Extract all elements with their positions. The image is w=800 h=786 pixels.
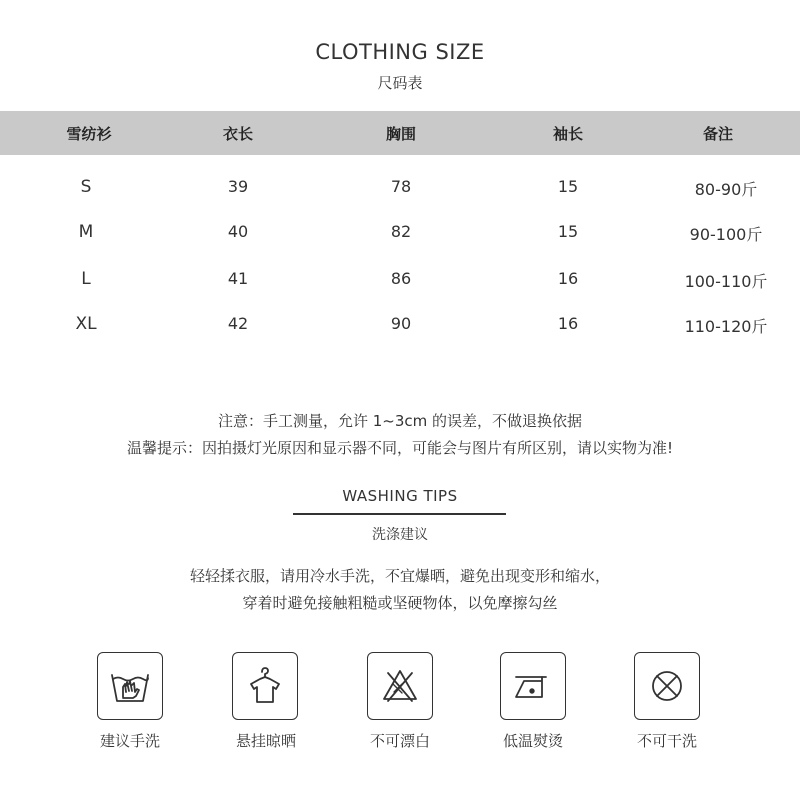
low-iron-label: 低温熨烫 xyxy=(502,732,563,750)
hand-wash-icon xyxy=(97,652,163,720)
washing-tips-title: WASHING TIPS xyxy=(342,487,458,505)
no-bleach-icon xyxy=(367,652,433,720)
sleeve-cell: 15 xyxy=(557,222,579,241)
low-iron-icon xyxy=(500,652,566,720)
column-header-length: 衣长 xyxy=(222,125,254,143)
size-cell: L xyxy=(81,269,91,289)
column-header-remark: 备注 xyxy=(702,125,734,143)
length-cell: 39 xyxy=(227,177,249,196)
hang-dry-icon xyxy=(232,652,298,720)
washing-tips-subtitle: 洗涤建议 xyxy=(372,527,428,543)
table-row xyxy=(0,269,800,299)
column-header-chest: 胸围 xyxy=(385,125,417,143)
page-subtitle: 尺码表 xyxy=(377,74,423,92)
no-dry-clean-label: 不可干洗 xyxy=(636,732,697,750)
measurement-note: 注意：手工测量，允许 1~3cm 的误差，不做退换依据 xyxy=(217,412,583,430)
washing-description-line2: 穿着时避免接触粗糙或坚硬物体，以免摩擦勾丝 xyxy=(242,594,558,612)
size-cell: M xyxy=(78,222,94,242)
washing-description-line1: 轻轻揉衣服，请用冷水手洗，不宜爆晒，避免出现变形和缩水， xyxy=(189,567,610,585)
chest-cell: 90 xyxy=(390,314,412,333)
remark-cell: 100-110斤 xyxy=(684,272,768,291)
length-cell: 42 xyxy=(227,314,249,333)
column-header-style: 雪纺衫 xyxy=(66,125,112,143)
size-table-header xyxy=(0,111,800,155)
color-disclaimer: 温馨提示：因拍摄灯光原因和显示器不同，可能会与图片有所区别，请以实物为准! xyxy=(126,439,674,457)
sleeve-cell: 15 xyxy=(557,177,579,196)
remark-cell: 80-90斤 xyxy=(694,180,758,199)
chest-cell: 82 xyxy=(390,222,412,241)
column-header-sleeve: 袖长 xyxy=(552,125,584,143)
size-cell: XL xyxy=(75,314,97,334)
length-cell: 41 xyxy=(227,269,249,288)
remark-cell: 110-120斤 xyxy=(684,317,768,336)
divider xyxy=(293,513,506,515)
length-cell: 40 xyxy=(227,222,249,241)
no-bleach-label: 不可漂白 xyxy=(369,732,430,750)
remark-cell: 90-100斤 xyxy=(689,225,763,244)
no-dry-clean-icon xyxy=(634,652,700,720)
hand-wash-label: 建议手洗 xyxy=(99,732,160,750)
chest-cell: 86 xyxy=(390,269,412,288)
sleeve-cell: 16 xyxy=(557,269,579,288)
table-row xyxy=(0,177,800,207)
table-row xyxy=(0,222,800,252)
size-cell: S xyxy=(80,177,92,197)
table-row xyxy=(0,314,800,344)
page-title: CLOTHING SIZE xyxy=(315,40,485,64)
chest-cell: 78 xyxy=(390,177,412,196)
hang-dry-label: 悬挂晾晒 xyxy=(235,732,296,750)
sleeve-cell: 16 xyxy=(557,314,579,333)
